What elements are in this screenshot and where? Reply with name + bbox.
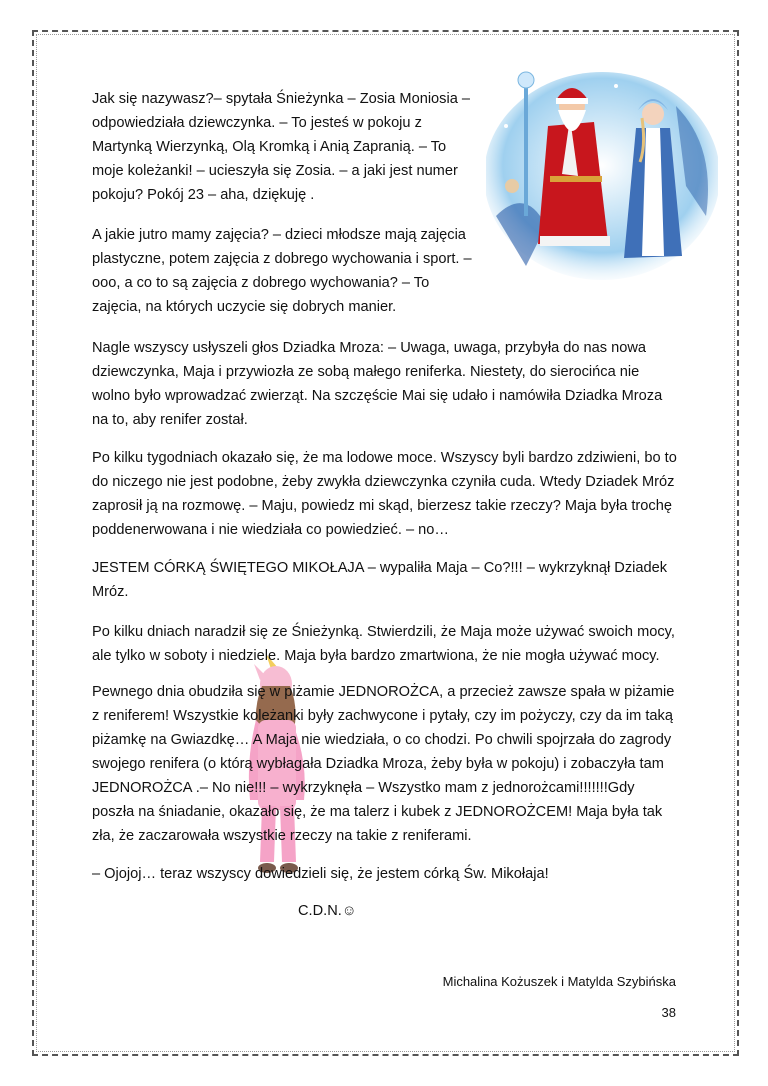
paragraph-6: Po kilku dniach naradził się ze Śnieżynką. Stwierdzili, że Maja może używać swoich mocy, ale tylko w soboty i niedziele. Maja była bardzo zmartwiona, że nie mogła używać mocy. — [92, 624, 675, 664]
paragraph-2: A jakie jutro mamy zajęcia? – dzieci młodsze mają zajęcia plastyczne, potem zajęcia z dobrego wychowania i sport. – ooo, a co to są zajęcia z dobrego wychowania? – To zajęcia, na których uczycie się dobrych manier. — [92, 227, 472, 315]
paragraph-1: Jak się nazywasz?– spytała Śnieżynka – Zosia Moniosia – odpowiedziała dziewczynka. – To jesteś w pokoju z Martynką Wierzynką, Olą Kromką i Anią Zapranią. – To moje koleżanki! – ucieszyła się Zosia. – a jaki jest numer pokoju? Pokój 23 – aha, dziękuję . — [92, 91, 471, 203]
to-be-continued: C.D.N.☺ — [298, 903, 357, 919]
paragraph-7: Pewnego dnia obudziła się w piżamie JEDNOROŻCA, a przecież zawsze spała w piżamie z reniferem! Wszystkie koleżanki były zachwycone i pytały, czy im pożyczy, czy da im taką piżamkę na Gwiazdkę… A Maja nie wiedziała, o co chodzi. Po chwili spojrzała do zagrody swojego renifera (o którą wybłagała Dziadka Mroza, żeby była w pokoju) i zobaczyła tam JEDNOROŻCA .– No nie!!! – wykrzyknęła – Wszystko mam z jednorożcami!!!!!!!Gdy poszła na śniadanie, okazało się, że ma talerz i kubek z JEDNOROŻCEM! Maja była tak zła, że zaczarowała wszystkie rzeczy na takie z reniferami. — [92, 684, 675, 844]
ded-moroz-snegurochka-illustration — [486, 66, 718, 280]
paragraph-4: Po kilku tygodniach okazało się, że ma lodowe moce. Wszyscy byli bardzo zdziwieni, bo to do niczego nie jest podobne, żeby zwykła dziewczynka czyniła cuda. Wtedy Dziadek Mróz zaprosił ją na rozmowę. – Maju, powiedz mi skąd, bierzesz takie rzeczy? Maja była trochę poddenerwowana i nie wiedziała co powiedzieć. – no… — [92, 450, 677, 538]
paragraph-8: – Ojojoj… teraz wszyscy dowiedzieli się, że jestem córką Św. Mikołaja! — [92, 866, 549, 882]
authors-credit: Michalina Kożuszek i Matylda Szybińska — [442, 974, 676, 989]
page-number: 38 — [661, 1005, 676, 1020]
paragraph-5: JESTEM CÓRKĄ ŚWIĘTEGO MIKOŁAJA – wypaliła Maja – Co?!!! – wykrzyknął Dziadek Mróz. — [92, 560, 667, 600]
paragraph-3: Nagle wszyscy usłyszeli głos Dziadka Mroza: – Uwaga, uwaga, przybyła do nas nowa dziewczynka, Maja i przywiozła ze sobą małego reniferka. Niestety, do sierocińca nie wolno było wprowadzać zwierząt. Na szczęście Mai się udało i namówiła Dziadka Mroza na to, aby renifer został. — [92, 340, 663, 428]
